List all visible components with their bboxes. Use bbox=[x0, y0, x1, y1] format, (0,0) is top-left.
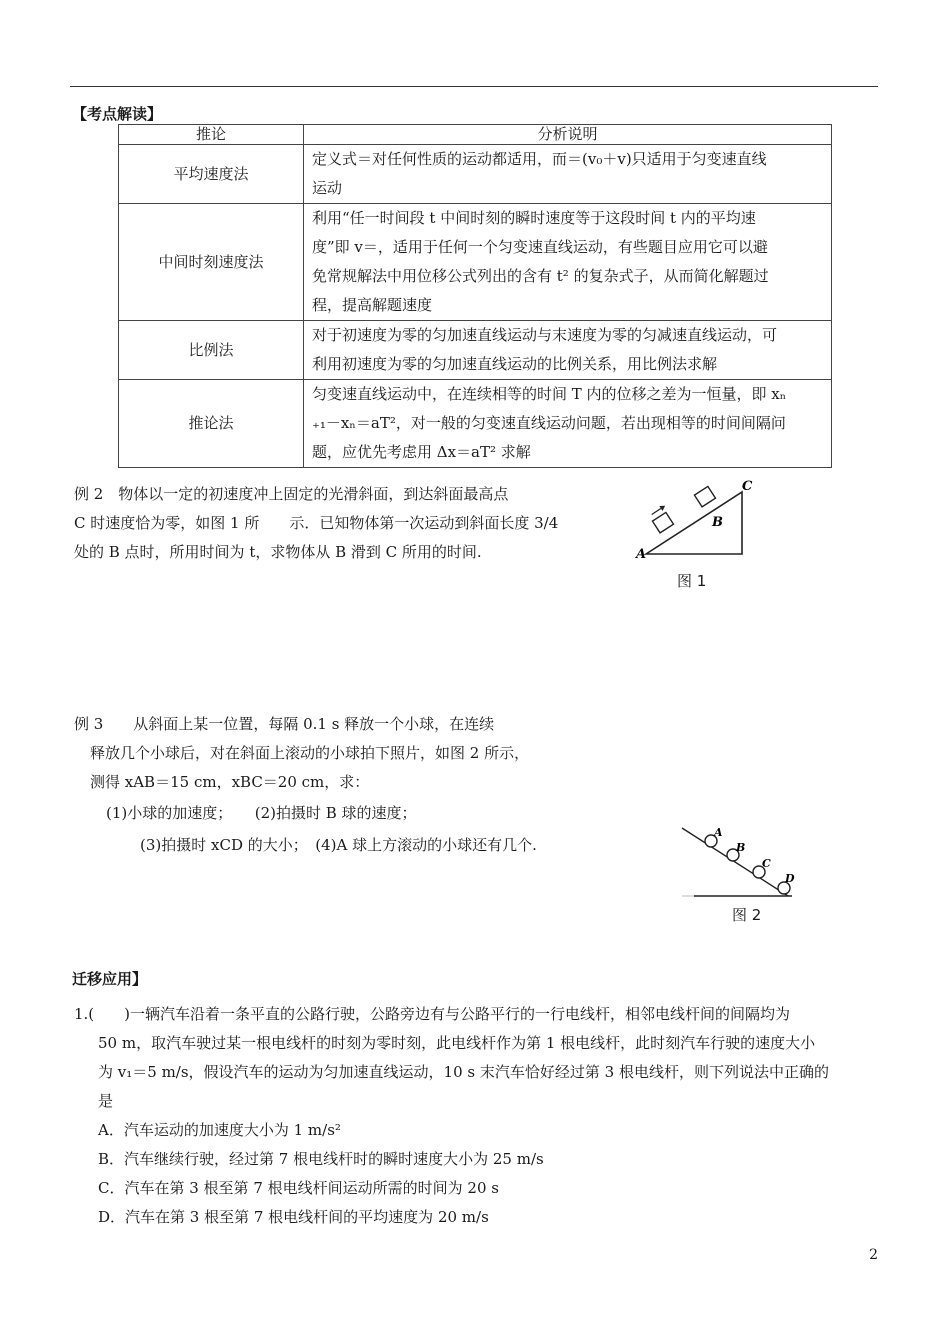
example-line: 测得 xAB＝15 cm，xBC＝20 cm，求： bbox=[90, 773, 370, 791]
label-a: A bbox=[636, 547, 647, 562]
analysis-table bbox=[118, 124, 832, 468]
desc-line: 对于初速度为零的匀加速直线运动与末速度为零的匀减速直线运动，可 bbox=[312, 326, 778, 344]
label-c: C bbox=[742, 479, 753, 494]
desc-line: 定义式＝对任何性质的运动都适用，而＝(v₀＋v)只适用于匀变速直线 bbox=[312, 150, 767, 168]
block-b bbox=[694, 486, 715, 506]
example-line: (3)拍摄时 xCD 的大小； (4)A 球上方滚动的小球还有几个. bbox=[140, 836, 537, 854]
method-desc bbox=[304, 204, 832, 321]
example-line: 例 3 从斜面上某一位置，每隔 0.1 s 释放一个小球，在连续 bbox=[74, 715, 495, 733]
incline-figure-2 bbox=[680, 822, 800, 902]
block-a bbox=[648, 503, 676, 533]
section-title: 【考点解读】 bbox=[72, 105, 163, 123]
header-rule bbox=[70, 86, 878, 87]
page-number: 2 bbox=[869, 1247, 878, 1263]
question-1 bbox=[74, 1000, 829, 1232]
option-c: C．汽车在第 3 根至第 7 根电线杆间运动所需的时间为 20 s bbox=[98, 1179, 499, 1197]
label-a: A bbox=[714, 826, 723, 839]
desc-line: 匀变速直线运动中，在连续相等的时间 T 内的位移之差为一恒量，即 xₙ bbox=[312, 385, 787, 403]
desc-line: 题，应优先考虑用 Δx＝aT² 求解 bbox=[312, 443, 531, 461]
method-name: 平均速度法 bbox=[119, 145, 304, 204]
incline-line bbox=[682, 828, 788, 896]
table-row bbox=[119, 321, 832, 380]
table-row bbox=[119, 380, 832, 468]
method-desc bbox=[304, 321, 832, 380]
question-line: 1.( )一辆汽车沿着一条平直的公路行驶，公路旁边有与公路平行的一行电线杆，相邻电线杆间的间隔均为 bbox=[74, 1005, 791, 1023]
example-line: 处的 B 点时，所用时间为 t，求物体从 B 滑到 C 所用的时间. bbox=[74, 543, 482, 561]
desc-line: ₊₁－xₙ＝aT²，对一般的匀变速直线运动问题，若出现相等的时间间隔问 bbox=[312, 414, 786, 432]
method-name: 中间时刻速度法 bbox=[119, 204, 304, 321]
example-line: C 时速度恰为零，如图 1 所 示．已知物体第一次运动到斜面长度 3/4 bbox=[74, 514, 559, 532]
method-name: 比例法 bbox=[119, 321, 304, 380]
table-row bbox=[119, 204, 832, 321]
desc-line: 程，提高解题速度 bbox=[312, 296, 433, 314]
question-line: 50 m，取汽车驶过某一根电线杆的时刻为零时刻，此电线杆作为第 1 根电线杆，此时刻汽车行驶的速度大小 bbox=[98, 1034, 816, 1052]
desc-line: 利用初速度为零的匀加速直线运动的比例关系，用比例法求解 bbox=[312, 355, 718, 373]
example-line: 释放几个小球后，对在斜面上滚动的小球拍下照片，如图 2 所示， bbox=[90, 744, 530, 762]
option-b: B．汽车继续行驶，经过第 7 根电线杆时的瞬时速度大小为 25 m/s bbox=[98, 1150, 544, 1168]
example-line: 例 2 物体以一定的初速度冲上固定的光滑斜面，到达斜面最高点 bbox=[74, 485, 509, 503]
desc-line: 利用“任一时间段 t 中间时刻的瞬时速度等于这段时间 t 内的平均速 bbox=[312, 209, 756, 227]
method-name: 推论法 bbox=[119, 380, 304, 468]
method-desc bbox=[304, 380, 832, 468]
question-line: 是 bbox=[98, 1092, 114, 1110]
example-line: (1)小球的加速度； (2)拍摄时 B 球的速度； bbox=[106, 804, 417, 822]
option-d: D．汽车在第 3 根至第 7 根电线杆间的平均速度为 20 m/s bbox=[98, 1208, 489, 1226]
desc-line: 度”即 v＝，适用于任何一个匀变速直线运动，有些题目应用它可以避 bbox=[312, 238, 768, 256]
label-c: C bbox=[762, 857, 771, 870]
transfer-title: 迁移应用】 bbox=[72, 970, 148, 988]
header-cell: 推论 bbox=[119, 125, 304, 145]
table-header-row bbox=[119, 125, 832, 145]
desc-line: 运动 bbox=[312, 179, 343, 197]
label-d: D bbox=[785, 872, 795, 885]
incline-figure-1 bbox=[632, 476, 762, 564]
header-cell: 分析说明 bbox=[304, 125, 832, 145]
example2-text bbox=[74, 480, 558, 567]
example3-text bbox=[74, 710, 537, 861]
question-line: 为 v₁＝5 m/s，假设汽车的运动为匀加速直线运动，10 s 末汽车恰好经过第 3 根电线杆，则下列说法中正确的 bbox=[98, 1063, 829, 1081]
label-b: B bbox=[736, 841, 746, 854]
method-desc bbox=[304, 145, 832, 204]
desc-line: 免常规解法中用位移公式列出的含有 t² 的复杂式子，从而简化解题过 bbox=[312, 267, 769, 285]
table-row bbox=[119, 145, 832, 204]
figure-2-caption: 图 2 bbox=[732, 906, 762, 924]
figure-1-caption: 图 1 bbox=[677, 572, 707, 590]
option-a: A．汽车运动的加速度大小为 1 m/s² bbox=[98, 1121, 341, 1139]
label-b: B bbox=[712, 515, 723, 530]
